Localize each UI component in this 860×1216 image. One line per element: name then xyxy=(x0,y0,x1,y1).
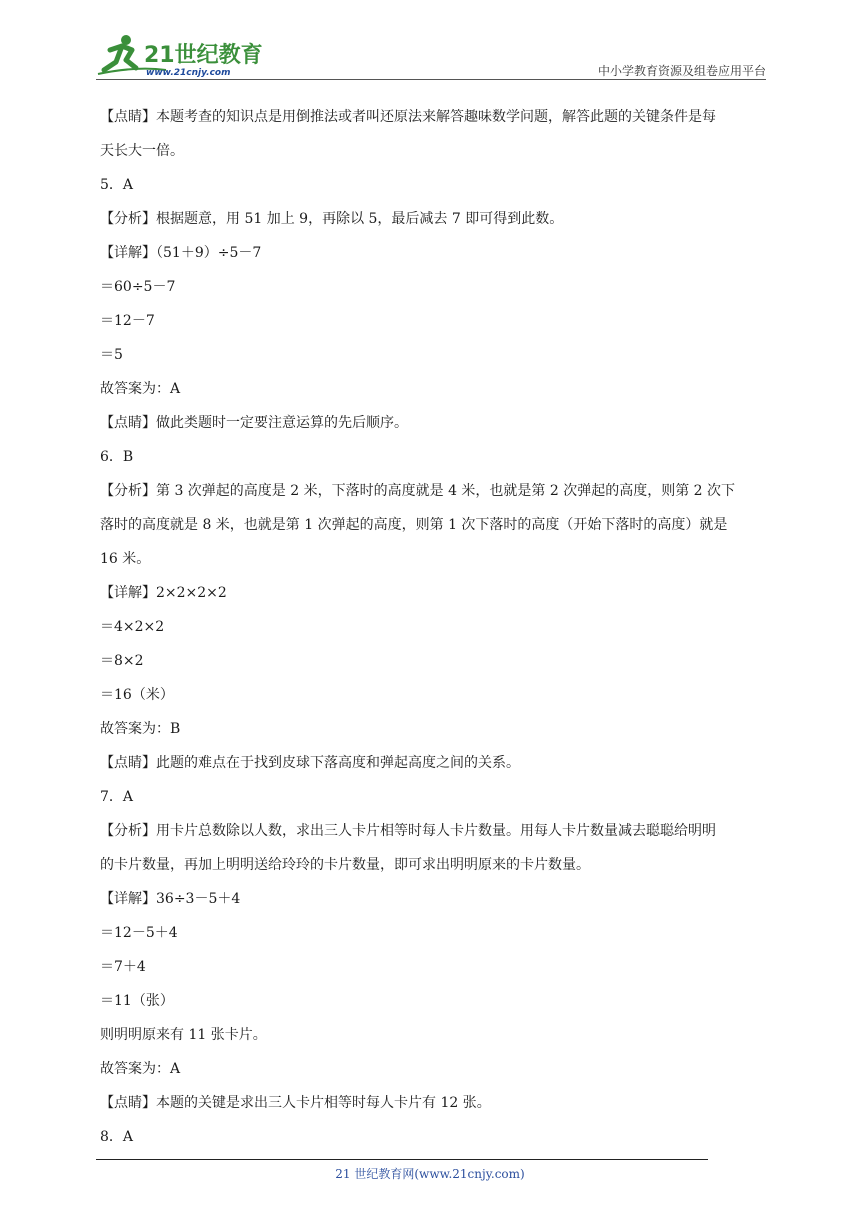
answer-line: 故答案为：A xyxy=(100,381,181,397)
calc-line: ＝8×2 xyxy=(100,653,144,669)
logo-text: 21世纪教育 xyxy=(144,43,263,68)
tip-line: 【点睛】本题的关键是求出三人卡片相等时每人卡片有 12 张。 xyxy=(100,1095,491,1111)
analysis-line: 【分析】第 3 次弹起的高度是 2 米，下落时的高度就是 4 米，也就是第 2 次弹起的高度，则第 2 次下 xyxy=(100,483,736,499)
answer-content xyxy=(100,100,764,1154)
analysis-line: 的卡片数量，再加上明明送给玲玲的卡片数量，即可求出明明原来的卡片数量。 xyxy=(100,857,590,873)
text-line: 天长大一倍。 xyxy=(100,143,184,159)
question-number: 7．A xyxy=(100,789,134,805)
calc-line: ＝16（米） xyxy=(100,687,174,703)
analysis-line: 16 米。 xyxy=(100,551,151,567)
calc-line: ＝60÷5－7 xyxy=(100,279,176,295)
detail-line: 【详解】2×2×2×2 xyxy=(100,585,227,601)
page-header xyxy=(96,30,766,80)
conclusion-line: 则明明原来有 11 张卡片。 xyxy=(100,1027,267,1043)
tip-line: 【点睛】做此类题时一定要注意运算的先后顺序。 xyxy=(100,415,408,431)
calc-line: ＝7＋4 xyxy=(100,959,146,975)
answer-line: 故答案为：B xyxy=(100,721,181,737)
tip-line: 【点睛】此题的难点在于找到皮球下落高度和弹起高度之间的关系。 xyxy=(100,755,520,771)
footer-divider xyxy=(96,1159,708,1160)
detail-line: 【详解】36÷3－5＋4 xyxy=(100,891,241,907)
analysis-line: 落时的高度就是 8 米，也就是第 1 次弹起的高度，则第 1 次下落时的高度（开始下落时的高度）就是 xyxy=(100,517,728,533)
site-logo xyxy=(96,30,266,80)
calc-line: ＝4×2×2 xyxy=(100,619,165,635)
analysis-line: 【分析】用卡片总数除以人数，求出三人卡片相等时每人卡片数量。用每人卡片数量减去聪聪给明明 xyxy=(100,823,716,839)
calc-line: ＝12－5＋4 xyxy=(100,925,178,941)
answer-line: 故答案为：A xyxy=(100,1061,181,1077)
logo-url: www.21cnjy.com xyxy=(146,68,231,78)
header-platform-text: 中小学教育资源及组卷应用平台 xyxy=(597,64,766,78)
footer-text: 21 世纪教育网(www.21cnjy.com) xyxy=(335,1167,525,1181)
calc-line: ＝5 xyxy=(100,347,123,363)
header-divider xyxy=(96,79,766,80)
calc-line: ＝11（张） xyxy=(100,993,174,1009)
question-number: 5．A xyxy=(100,177,134,193)
calc-line: ＝12－7 xyxy=(100,313,155,329)
analysis-line: 【分析】根据题意，用 51 加上 9，再除以 5，最后减去 7 即可得到此数。 xyxy=(100,211,564,227)
detail-line: 【详解】（51＋9）÷5－7 xyxy=(100,245,262,261)
question-number: 6．B xyxy=(100,449,134,465)
text-line: 【点睛】本题考查的知识点是用倒推法或者叫还原法来解答趣味数学问题，解答此题的关键条件是每 xyxy=(100,109,716,125)
question-number: 8．A xyxy=(100,1129,134,1145)
